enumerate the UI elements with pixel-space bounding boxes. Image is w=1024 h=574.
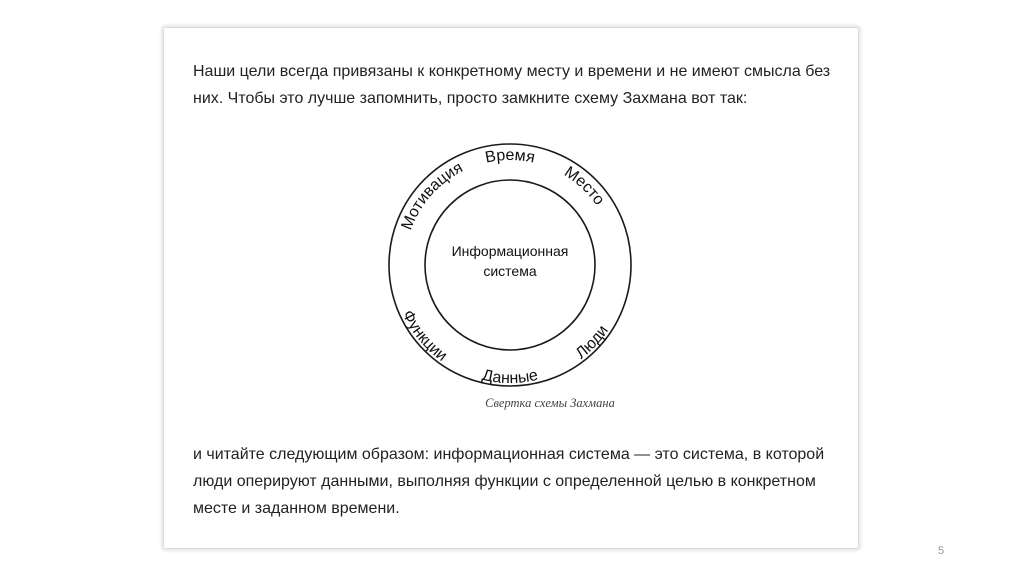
ring-label-people: Люди [572, 322, 612, 363]
center-label-line2: система [483, 263, 537, 279]
intro-paragraph: Наши цели всегда привязаны к конкретному месту и времени и не имеют смысла без них. Чтобы это лучше запомнить, просто замкните схему Захмана вот так: [193, 63, 831, 107]
ring-label-data: Данные [480, 366, 540, 387]
center-label-line1: Информационная [451, 243, 569, 259]
ring-label-time: Время [483, 146, 537, 167]
ring-label-motivation: Мотивация [398, 159, 466, 233]
outro-paragraph: и читайте следующим образом: информационная система — это система, в которой люди оперируют данными, выполняя функции с определенной целью в конкретном месте и заданном времени. [193, 446, 825, 517]
zachman-ring-diagram [388, 143, 632, 387]
ring-label-place: Место [561, 163, 608, 209]
diagram-caption: Свертка схемы Захмана [485, 396, 615, 410]
ring-label-functions: Функции [398, 307, 451, 365]
page-number: 5 [938, 545, 945, 557]
